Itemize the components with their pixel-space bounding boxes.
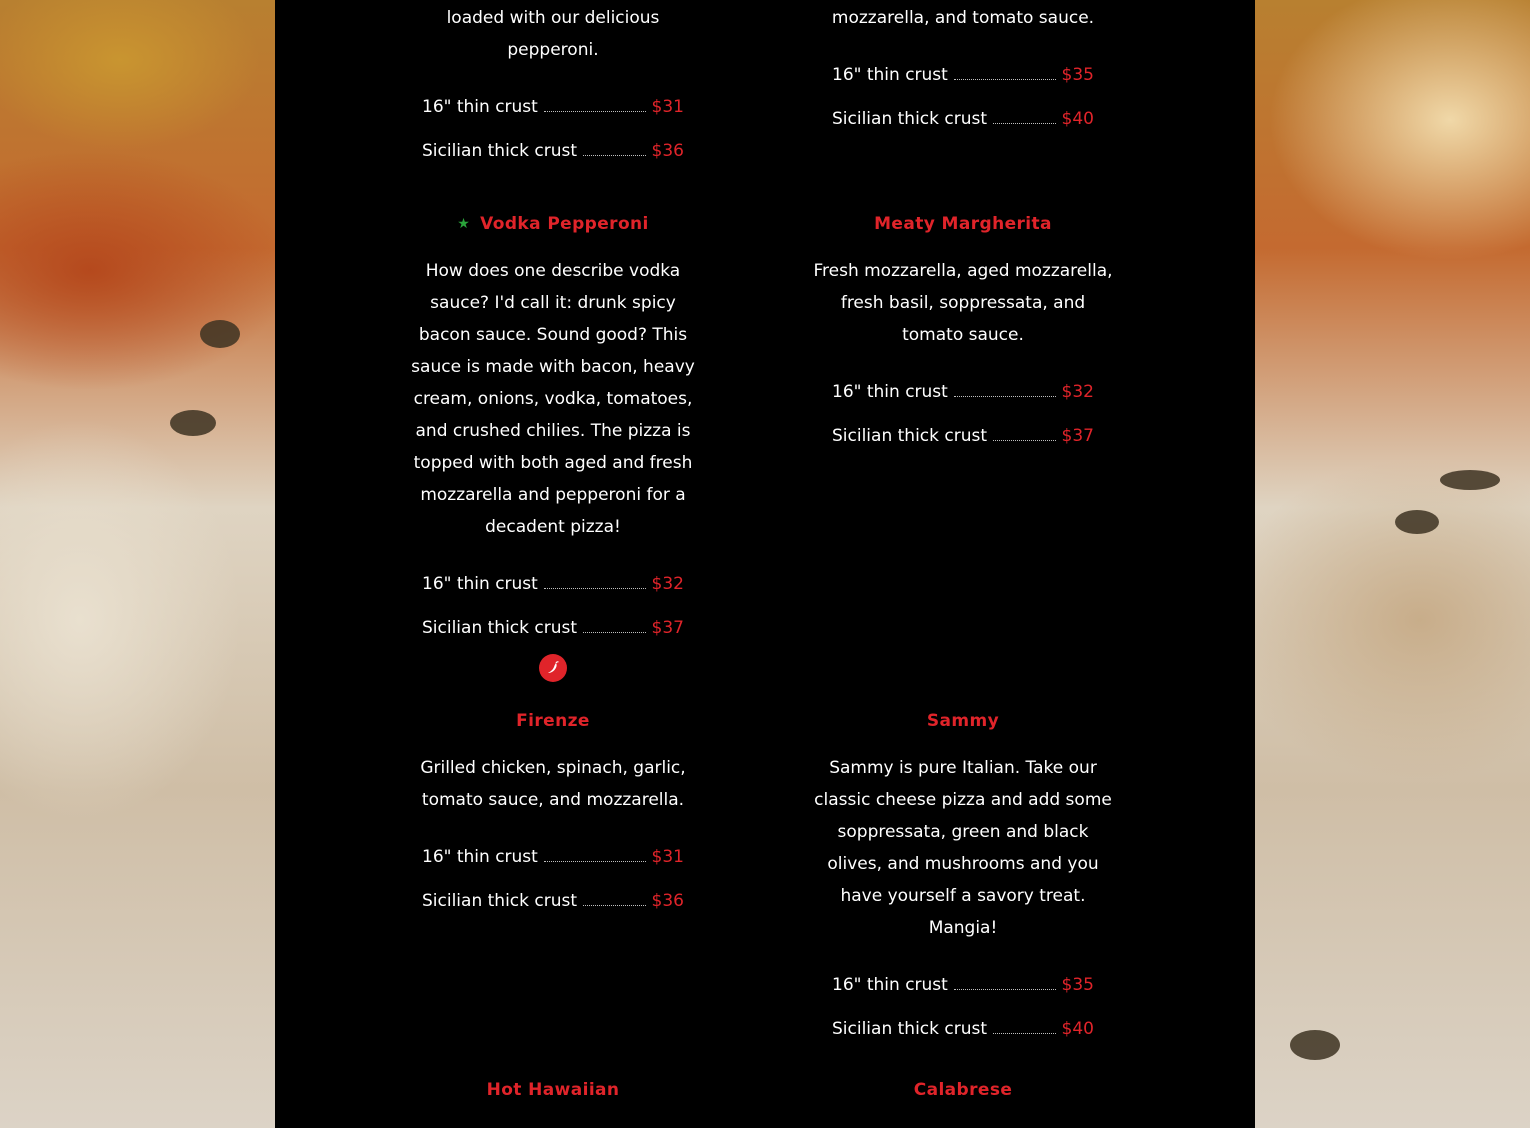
menu-item-hot-hawaiian <box>403 1078 703 1102</box>
background-pizza-spot <box>170 410 216 436</box>
item-title <box>403 212 703 236</box>
dot-leader <box>544 97 646 112</box>
pizza-menu-panel <box>275 0 1255 1128</box>
price-row-thin-crust <box>832 370 1094 414</box>
size-label: Sicilian thick crust <box>832 426 988 446</box>
dot-leader <box>544 574 646 589</box>
price-row-sicilian-crust <box>832 97 1094 141</box>
price-amount: $36 <box>651 891 684 911</box>
size-label: Sicilian thick crust <box>422 891 578 911</box>
item-description: How does one describe vodka sauce? I'd call it: drunk spicy bacon sauce. Sound good? This sauce is made with bacon, heavy cream, onions, vodka, tomatoes, and crushed chilies. The pizza is topped with both aged and fresh mozzarella and pepperoni for a decadent pizza! <box>411 261 695 537</box>
price-amount: $40 <box>1061 109 1094 129</box>
price-row-sicilian-crust <box>832 414 1094 458</box>
chili-pepper-glyph <box>545 660 561 676</box>
price-row-thin-crust <box>422 835 684 879</box>
item-description: mozzarella, and tomato sauce. <box>831 8 1095 28</box>
dot-leader <box>954 975 1056 990</box>
item-name: Hot Hawaiian <box>486 1080 620 1100</box>
price-amount: $37 <box>1061 426 1094 446</box>
price-row-thin-crust <box>422 85 684 129</box>
item-title <box>403 1078 703 1102</box>
background-pizza-spot <box>1440 470 1500 490</box>
price-list <box>813 53 1113 141</box>
size-label: Sicilian thick crust <box>832 1019 988 1039</box>
menu-item-firenze <box>403 709 703 923</box>
size-label: 16" thin crust <box>832 382 948 402</box>
price-row-thin-crust <box>422 562 684 606</box>
menu-item-meaty-margherita <box>813 212 1113 458</box>
chili-pepper-icon <box>539 654 567 682</box>
price-row-sicilian-crust <box>422 129 684 173</box>
price-amount: $36 <box>651 141 684 161</box>
price-amount: $35 <box>1061 975 1094 995</box>
price-amount: $32 <box>1061 382 1094 402</box>
price-row-sicilian-crust <box>422 879 684 923</box>
price-row-thin-crust <box>832 963 1094 1007</box>
item-description: Sammy is pure Italian. Take our classic cheese pizza and add some soppressata, green and black olives, and mushrooms and you have yourself a savory treat. Mangia! <box>814 758 1112 938</box>
item-title <box>813 1078 1113 1102</box>
price-list <box>403 562 703 650</box>
dot-leader <box>954 65 1056 80</box>
item-description: loaded with our delicious pepperoni. <box>446 8 660 60</box>
background-pizza-spot <box>1395 510 1439 534</box>
size-label: 16" thin crust <box>422 574 538 594</box>
size-label: 16" thin crust <box>422 97 538 117</box>
background-pizza-spot <box>1290 1030 1340 1060</box>
price-list <box>403 85 703 173</box>
price-amount: $35 <box>1061 65 1094 85</box>
menu-item-pepperoni <box>403 0 703 173</box>
price-amount: $31 <box>651 847 684 867</box>
dot-leader <box>993 1019 1056 1034</box>
item-title <box>403 709 703 733</box>
item-description: Grilled chicken, spinach, garlic, tomato sauce, and mozzarella. <box>420 758 686 810</box>
background-pizza-spot <box>200 320 240 348</box>
price-amount: $31 <box>651 97 684 117</box>
price-list <box>813 963 1113 1051</box>
price-row-thin-crust <box>832 53 1094 97</box>
item-name: Calabrese <box>913 1080 1013 1100</box>
price-row-sicilian-crust <box>422 606 684 650</box>
dot-leader <box>544 847 646 862</box>
item-name: Meaty Margherita <box>874 214 1052 234</box>
item-description: Fresh mozzarella, aged mozzarella, fresh basil, soppressata, and tomato sauce. <box>813 261 1113 345</box>
price-amount: $37 <box>651 618 684 638</box>
size-label: Sicilian thick crust <box>832 109 988 129</box>
size-label: 16" thin crust <box>422 847 538 867</box>
dot-leader <box>583 141 646 156</box>
menu-item-bacon-pepperoni <box>813 0 1113 141</box>
price-amount: $32 <box>651 574 684 594</box>
item-name: Sammy <box>926 711 1000 731</box>
dot-leader <box>993 426 1056 441</box>
price-list <box>813 370 1113 458</box>
price-amount: $40 <box>1061 1019 1094 1039</box>
dot-leader <box>583 618 646 633</box>
size-label: Sicilian thick crust <box>422 141 578 161</box>
item-title <box>813 212 1113 236</box>
star-icon: ★ <box>457 216 471 232</box>
price-row-sicilian-crust <box>832 1007 1094 1051</box>
dot-leader <box>954 382 1056 397</box>
dot-leader <box>993 109 1056 124</box>
size-label: Sicilian thick crust <box>422 618 578 638</box>
item-name: Vodka Pepperoni <box>480 214 649 234</box>
dot-leader <box>583 891 646 906</box>
price-list <box>403 835 703 923</box>
menu-item-vodka-pepperoni <box>403 212 703 682</box>
item-title <box>813 709 1113 733</box>
menu-item-sammy <box>813 709 1113 1051</box>
item-name: Firenze <box>516 711 590 731</box>
size-label: 16" thin crust <box>832 65 948 85</box>
menu-item-calabrese <box>813 1078 1113 1102</box>
size-label: 16" thin crust <box>832 975 948 995</box>
